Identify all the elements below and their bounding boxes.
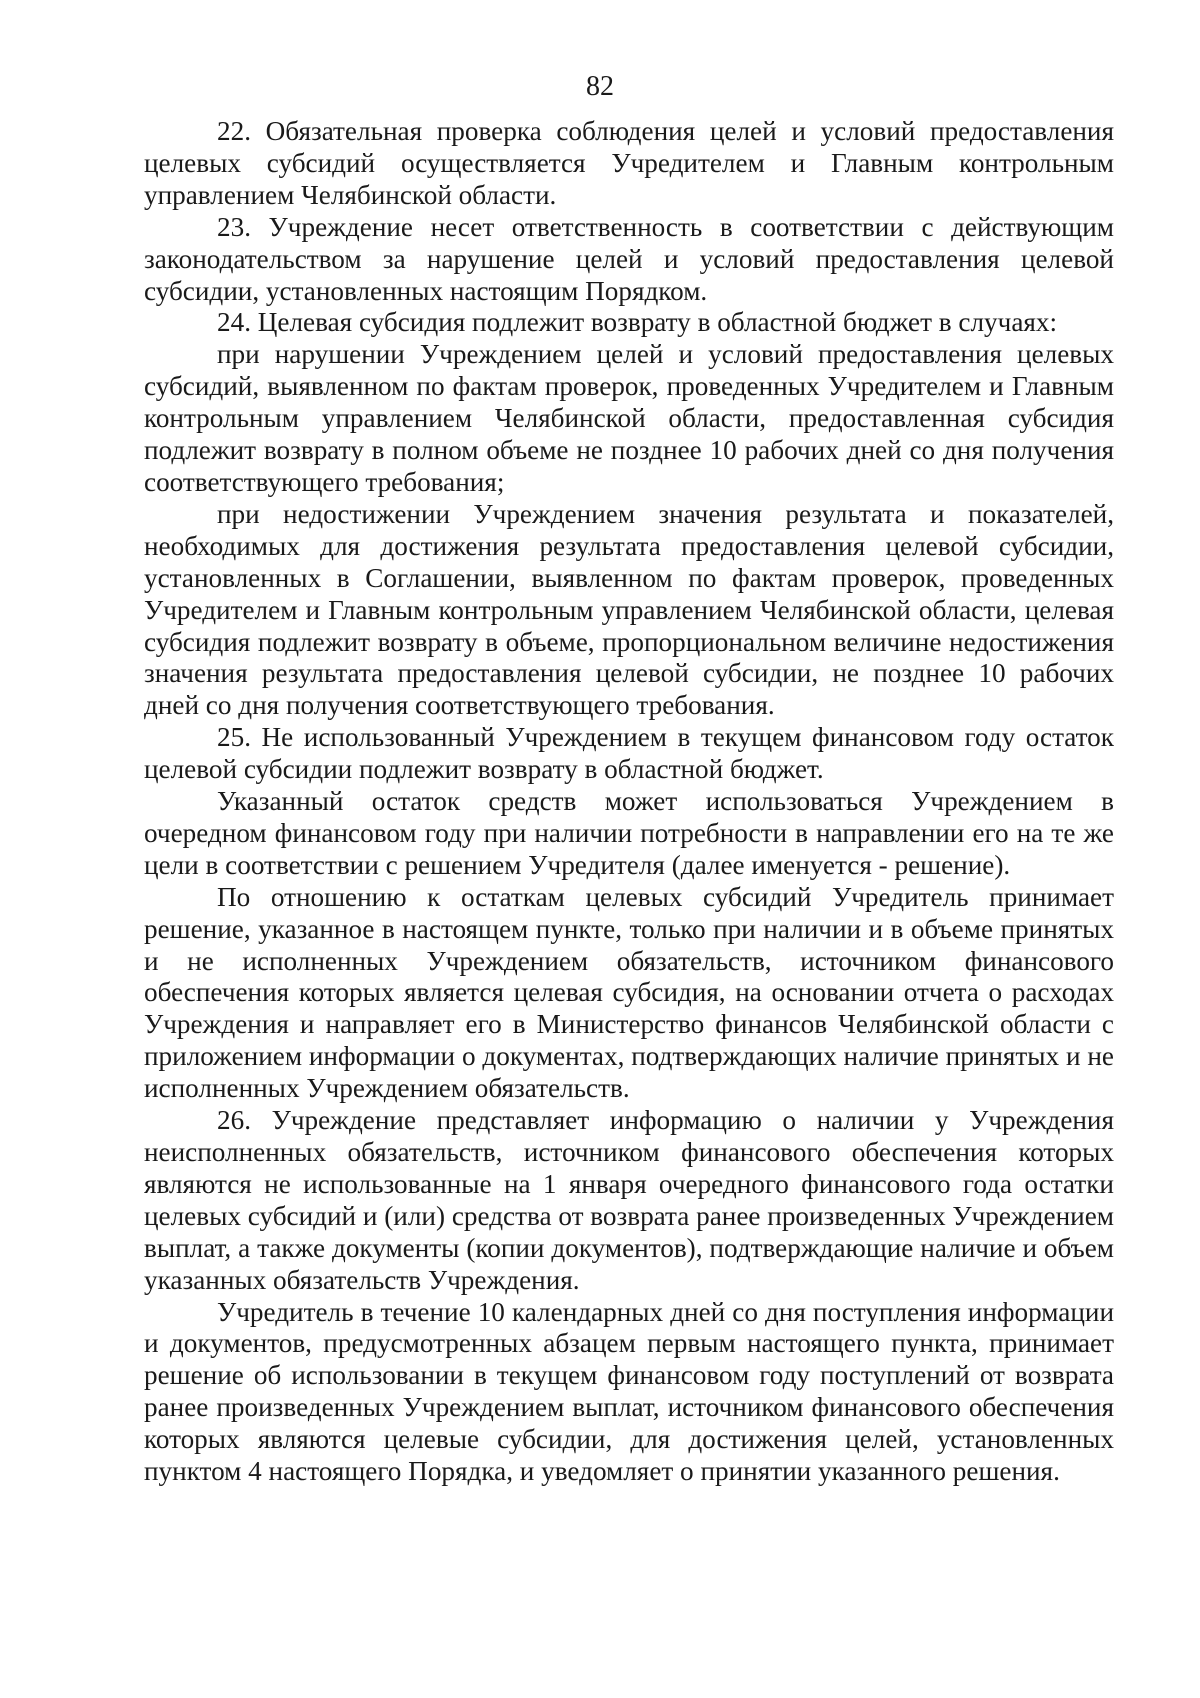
paragraph-25-decision: По отношению к остаткам целевых субсидий Учредитель принимает решение, указанное в настоящем пункте, только при наличии и в объеме принятых и не исполненных Учреждением обязательств, источником финансового обеспечения которых является целевая субсидия, на основании отчета о расходах Учреждения и направляет его в Министерство финансов Челябинской области с приложением информации о документах, подтверждающих наличие принятых и не исполненных Учреждением обязательств. xyxy=(144,881,1114,1104)
paragraph-22: 22. Обязательная проверка соблюдения целей и условий предоставления целевых субсидий осуществляется Учредителем и Главным контрольным управлением Челябинской области. xyxy=(144,116,1114,210)
document-body xyxy=(144,116,1114,1488)
page-number: 82 xyxy=(586,71,614,102)
paragraph-25: 25. Не использованный Учреждением в текущем финансовом году остаток целевой субсидии подлежит возврату в областной бюджет. xyxy=(144,722,1114,785)
paragraph-24-case-violation: при нарушении Учреждением целей и условий предоставления целевых субсидий, выявленном по фактам проверок, проведенных Учредителем и Главным контрольным управлением Челябинской области, предоставленная субсидия подлежит возврату в полном объеме не позднее 10 рабочих дней со дня получения соответствующего требования; xyxy=(144,339,1114,497)
paragraph-26-founder-decision: Учредитель в течение 10 календарных дней со дня поступления информации и документов, предусмотренных абзацем первым настоящего пункта, принимает решение об использовании в текущем финансовом году поступлений от возврата ранее произведенных Учреждением выплат, источником финансового обеспечения которых являются целевые субсидии, для достижения целей, установленных пунктом 4 настоящего Порядка, и уведомляет о принятии указанного решения. xyxy=(144,1296,1114,1487)
paragraph-24-case-underachievement: при недостижении Учреждением значения результата и показателей, необходимых для достижения результата предоставления целевой субсидии, установленных в Соглашении, выявленном по фактам проверок, проведенных Учредителем и Главным контрольным управлением Челябинской области, целевая субсидия подлежит возврату в объеме, пропорциональном величине недостижения значения результата предоставления целевой субсидии, не позднее 10 рабочих дней со дня получения соответствующего требования. xyxy=(144,498,1114,721)
paragraph-26: 26. Учреждение представляет информацию о наличии у Учреждения неисполненных обязательств, источником финансового обеспечения которых являются не использованные на 1 января очередного финансового года остатки целевых субсидий и (или) средства от возврата ранее произведенных Учреждением выплат, а также документы (копии документов), подтверждающие наличие и объем указанных обязательств Учреждения. xyxy=(144,1105,1114,1295)
paragraph-24: 24. Целевая субсидия подлежит возврату в областной бюджет в случаях: xyxy=(217,307,1058,338)
paragraph-23: 23. Учреждение несет ответственность в соответствии с действующим законодательством за нарушение целей и условий предоставления целевой субсидии, установленных настоящим Порядком. xyxy=(144,211,1114,306)
paragraph-25-remainder: Указанный остаток средств может использоваться Учреждением в очередном финансовом году при наличии потребности в направлении его на те же цели в соответствии с решением Учредителя (далее именуется - решение). xyxy=(144,786,1114,880)
